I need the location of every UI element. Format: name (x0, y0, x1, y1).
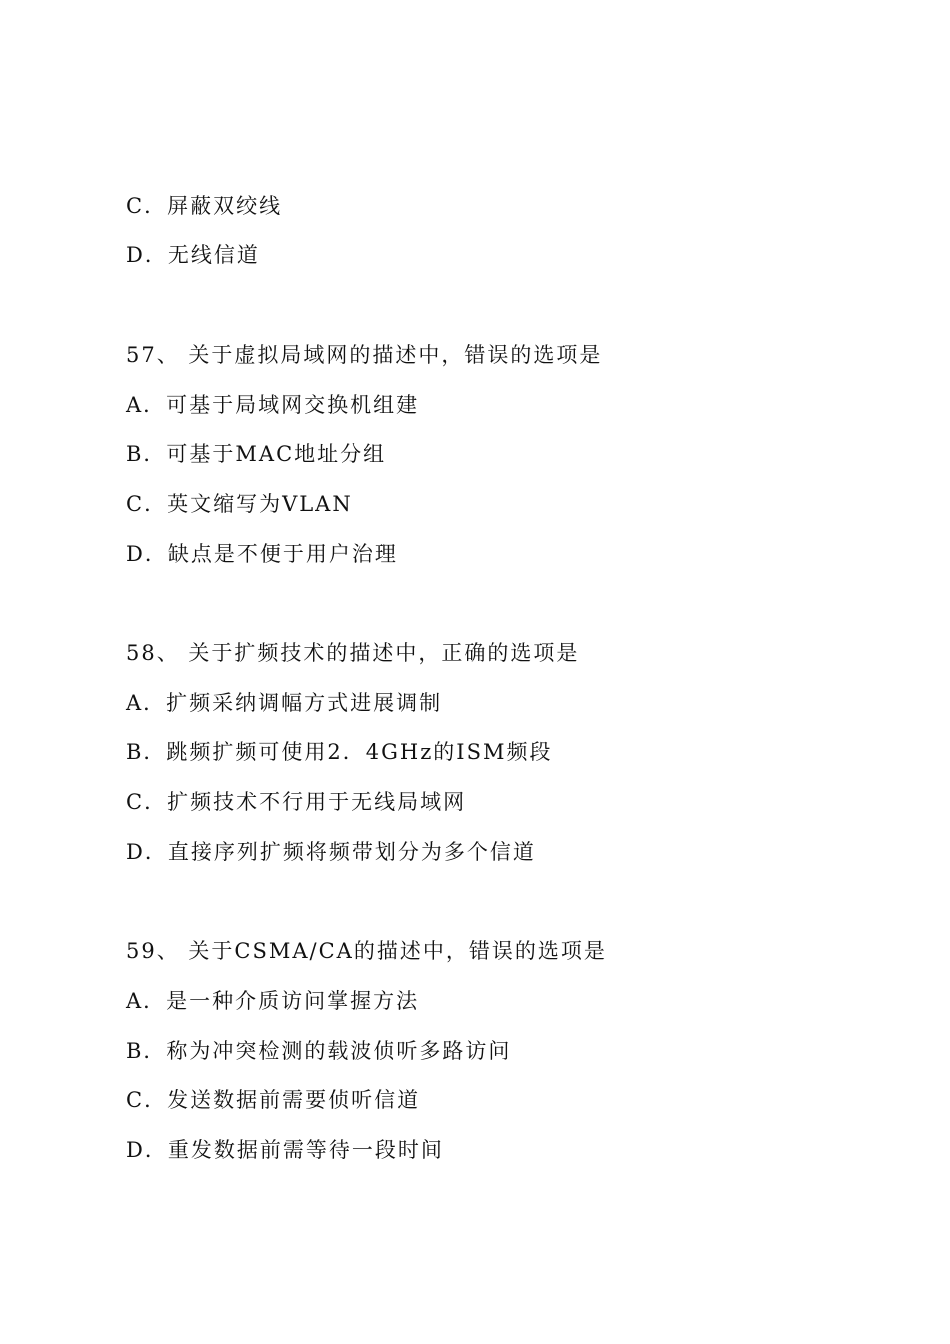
question-58-stem: 58、 关于扩频技术的描述中，正确的选项是 (126, 641, 580, 665)
question-59-option-b: B．称为冲突检测的载波侦听多路访问 (126, 1039, 512, 1063)
question-57-option-d: D．缺点是不便于用户治理 (126, 542, 398, 566)
question-57-stem: 57、 关于虚拟局域网的描述中，错误的选项是 (126, 343, 603, 367)
question-58-option-a: A．扩频采纳调幅方式进展调制 (126, 691, 443, 715)
question-58-option-b: B．跳频扩频可使用2．4GHz的ISM频段 (126, 740, 553, 764)
question-58-option-c: C．扩频技术不行用于无线局域网 (126, 790, 467, 814)
question-59-option-d: D．重发数据前需等待一段时间 (126, 1138, 444, 1162)
option-d-prev: D．无线信道 (126, 243, 260, 267)
question-57-option-a: A．可基于局域网交换机组建 (126, 393, 420, 417)
question-59-stem: 59、 关于CSMA/CA的描述中，错误的选项是 (126, 939, 607, 963)
question-57-option-b: B．可基于MAC地址分组 (126, 442, 387, 466)
question-59-option-a: A．是一种介质访问掌握方法 (126, 989, 420, 1013)
question-59-option-c: C．发送数据前需要侦听信道 (126, 1088, 421, 1112)
question-58-option-d: D．直接序列扩频将频带划分为多个信道 (126, 840, 536, 864)
question-57-option-c: C．英文缩写为VLAN (126, 492, 353, 516)
option-c-prev: C．屏蔽双绞线 (126, 194, 283, 218)
